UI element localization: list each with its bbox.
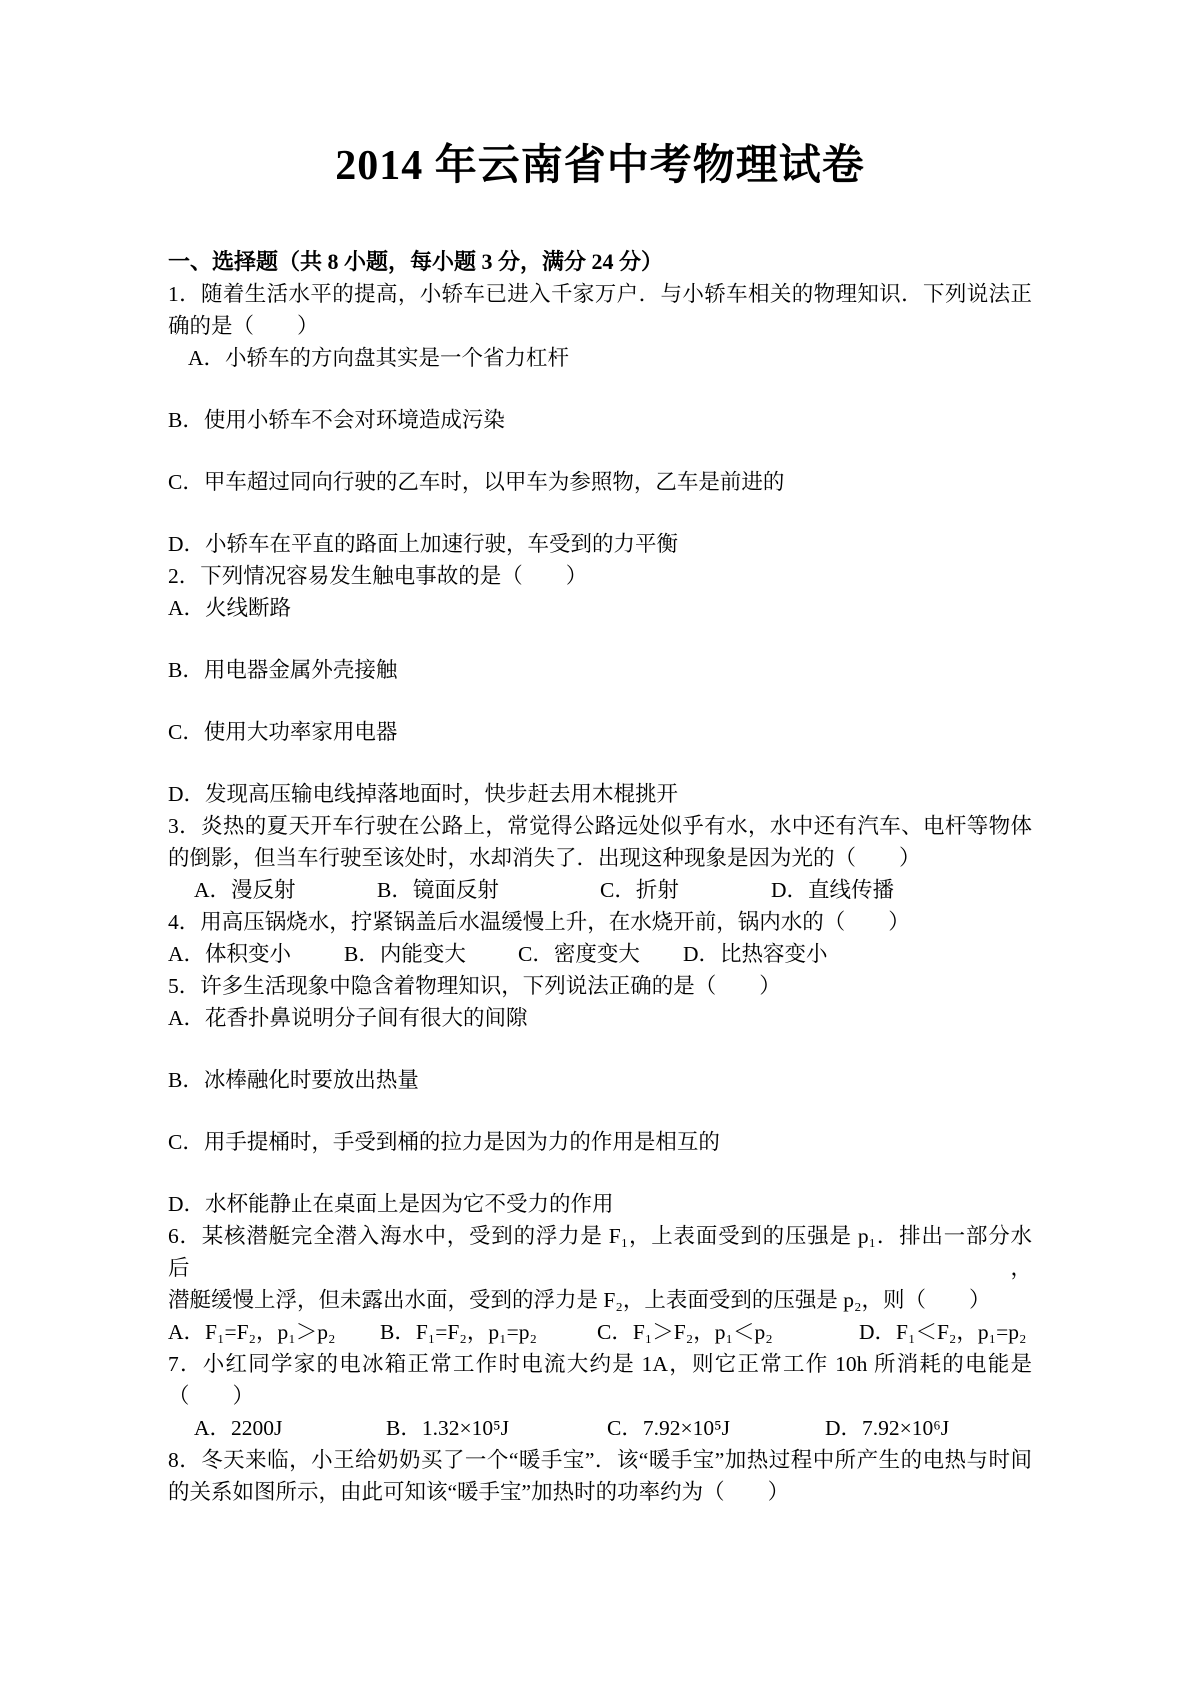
question-2-option-c: C．使用大功率家用电器 <box>168 720 398 744</box>
question-6-option-b: B．F₁=F₂，p₁=p₂ <box>380 1320 537 1344</box>
question-8-stem-line-2: 的关系如图所示，由此可知该“暖手宝”加热时的功率约为（ ） <box>168 1480 790 1504</box>
question-6 <box>168 1220 1032 1348</box>
question-3-option-a: A．漫反射 <box>194 878 296 902</box>
question-2-option-d: D．发现高压输电线掉落地面时，快步赶去用木棍挑开 <box>168 782 679 806</box>
question-4-stem-line-1: 4．用高压锅烧水，拧紧锅盖后水温缓慢上升，在水烧开前，锅内水的（ ） <box>168 910 910 934</box>
question-1-option-a: A．小轿车的方向盘其实是一个省力杠杆 <box>188 346 570 370</box>
question-3-option-d: D．直线传播 <box>771 878 895 902</box>
question-7-option-a: A．2200J <box>194 1416 283 1440</box>
question-7-options <box>168 1412 1032 1444</box>
question-1 <box>168 278 1032 560</box>
question-8 <box>168 1444 1032 1508</box>
question-5-option-b: B．冰棒融化时要放出热量 <box>168 1068 419 1092</box>
question-2-option-a: A．火线断路 <box>168 596 292 620</box>
question-5-option-c: C．用手提桶时，手受到桶的拉力是因为力的作用是相互的 <box>168 1130 720 1154</box>
question-1-option-d: D．小轿车在平直的路面上加速行驶，车受到的力平衡 <box>168 532 679 556</box>
question-3-stem-line-2: 的倒影，但当车行驶至该处时，水却消失了．出现这种现象是因为光的（ ） <box>168 846 921 870</box>
question-3-stem-line-1: 3．炎热的夏天开车行驶在公路上，常觉得公路远处似乎有水，水中还有汽车、电杆等物体 <box>168 814 1032 838</box>
question-5-option-d: D．水杯能静止在桌面上是因为它不受力的作用 <box>168 1192 614 1216</box>
question-1-option-c: C．甲车超过同向行驶的乙车时，以甲车为参照物，乙车是前进的 <box>168 470 785 494</box>
question-6-stem-line-2: 潜艇缓慢上浮，但未露出水面，受到的浮力是 F₂，上表面受到的压强是 p₂，则（ ） <box>168 1288 991 1312</box>
question-5-option-a: A．花香扑鼻说明分子间有很大的间隙 <box>168 1006 528 1030</box>
exam-content <box>168 138 1032 1508</box>
question-6-options <box>168 1316 1032 1348</box>
exam-title: 2014 年云南省中考物理试卷 <box>335 143 865 189</box>
question-7-option-c: C．7.92×10⁵J <box>607 1416 730 1440</box>
question-4-options <box>168 938 1032 970</box>
question-1-option-b: B．使用小轿车不会对环境造成污染 <box>168 408 505 432</box>
question-4-option-c: C．密度变大 <box>518 942 640 966</box>
question-4-option-d: D．比热容变小 <box>683 942 828 966</box>
question-4-option-b: B．内能变大 <box>344 942 466 966</box>
question-2 <box>168 560 1032 810</box>
question-7-stem-line-1: 7．小红同学家的电冰箱正常工作时电流大约是 1A，则它正常工作 10h 所消耗的电能是 <box>168 1352 1032 1376</box>
question-6-option-d: D．F₁＜F₂，p₁=p₂ <box>859 1320 1027 1344</box>
question-3 <box>168 810 1032 906</box>
question-5-stem-line-1: 5．许多生活现象中隐含着物理知识，下列说法正确的是（ ） <box>168 974 781 998</box>
question-2-options <box>168 592 1032 810</box>
question-5-options <box>168 1002 1032 1220</box>
question-2-stem-line-1: 2．下列情况容易发生触电事故的是（ ） <box>168 564 588 588</box>
question-4 <box>168 906 1032 970</box>
question-6-stem-line-1: 6．某核潜艇完全潜入海水中，受到的浮力是 F₁，上表面受到的压强是 p₁．排出一部分水后， <box>168 1224 1032 1280</box>
question-5 <box>168 970 1032 1220</box>
question-4-option-a: A．体积变小 <box>168 942 292 966</box>
question-7-option-d: D．7.92×10⁶J <box>825 1416 950 1440</box>
question-1-stem-line-1: 1．随着生活水平的提高，小轿车已进入千家万户．与小轿车相关的物理知识．下列说法正 <box>168 282 1032 306</box>
question-1-options <box>168 342 1032 560</box>
question-8-stem-line-1: 8．冬天来临，小王给奶奶买了一个“暖手宝”．该“暖手宝”加热过程中所产生的电热与时间 <box>168 1448 1032 1472</box>
section-heading: 一、选择题（共 8 小题，每小题 3 分，满分 24 分） <box>168 249 664 274</box>
question-7 <box>168 1348 1032 1444</box>
question-7-stem-line-2: （ ） <box>168 1384 255 1408</box>
question-2-option-b: B．用电器金属外壳接触 <box>168 658 398 682</box>
question-1-stem-line-2: 确的是（ ） <box>168 314 319 338</box>
question-3-options <box>168 874 1032 906</box>
question-6-option-c: C．F₁＞F₂，p₁＜p₂ <box>597 1320 773 1344</box>
question-7-option-b: B．1.32×10⁵J <box>386 1416 509 1440</box>
question-6-option-a: A．F₁=F₂，p₁＞p₂ <box>168 1320 336 1344</box>
question-3-option-c: C．折射 <box>600 878 679 902</box>
question-3-option-b: B．镜面反射 <box>377 878 499 902</box>
